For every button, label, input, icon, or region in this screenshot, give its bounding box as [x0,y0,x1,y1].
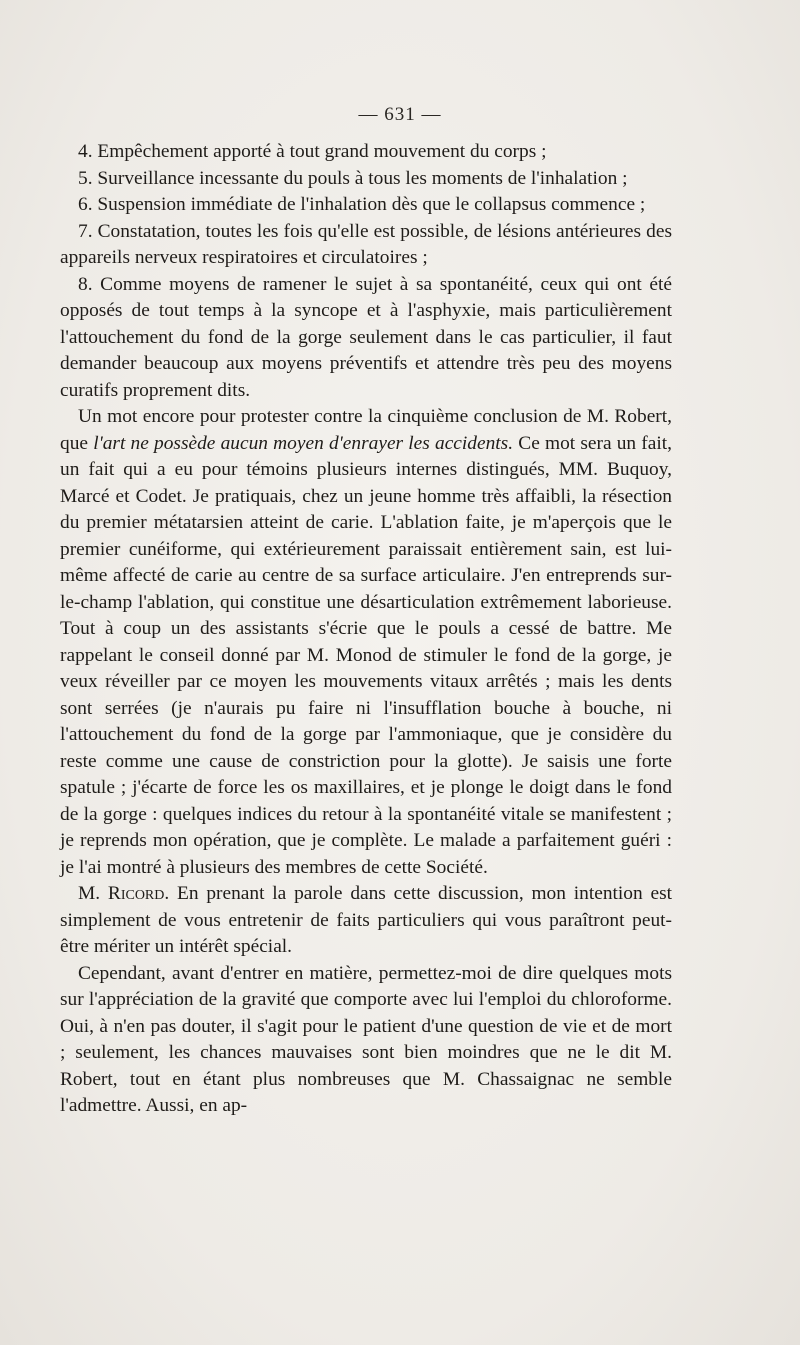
list-item-8: 8. Comme moyens de ramener le sujet à sa spontanéité, ceux qui ont été opposés de tout temps à la syncope et à l'asphyxie, mais particulièrement l'attouchement du fond de la gorge seulement dans le cas particulier, il faut demander beaucoup aux moyens préventifs et attendre très peu des moyens curatifs proprement dits. [60,273,672,401]
paragraph-protest [60,404,672,881]
list-item-7: 7. Constatation, toutes les fois qu'elle est possible, de lésions antérieures des appareils nerveux respiratoires et circulatoires ; [60,220,672,268]
speaker-name: M. Ricord. [78,883,170,904]
list-item-6: 6. Suspension immédiate de l'inhalation dès que le collapsus commence ; [78,194,646,215]
paragraph-ricord [60,881,672,961]
paragraph-cependant: Cependant, avant d'entrer en matière, permettez-moi de dire quelques mots sur l'appréciation de la gravité que comporte avec lui l'emploi du chloroforme. Oui, à n'en pas douter, il s'agit pour le patient d'une question de vie et de mort ; seulement, les chances mauvaises sont bien moindres que ne le dit M. Robert, tout en étant plus nombreuses que M. Chassaignac ne semble l'admettre. Aussi, en ap- [60,962,672,1116]
body-text [60,139,672,1120]
list-item-4: 4. Empêchement apporté à tout grand mouvement du corps ; [78,141,547,162]
list-item-5: 5. Surveillance incessante du pouls à tous les moments de l'inhalation ; [78,167,628,189]
protest-intro: Un mot encore pour protester contre la cinquième conclusion de M. Robert, que [60,406,672,454]
page-number: — 631 — [358,104,442,125]
robert-quote: l'art ne possède aucun moyen d'enrayer les accidents. [93,432,514,454]
protest-story: Ce mot sera un fait, un fait qui a eu pour témoins plusieurs internes distingués, MM. Buquoy, Marcé et Codet. Je pratiquais, chez un jeune homme très affaibli, la résection du premier métatarsien atteint de carie. L'ablation faite, je m'aperçois que le premier cunéiforme, qui extérieurement paraissait entièrement sain, est lui-même affecté de carie au centre de sa surface articulaire. J'en entreprends sur-le-champ l'ablation, qui constitue une désarticulation extrêmement laborieuse. Tout à coup un des assistants s'écrie que le pouls a cessé de battre. Me rappelant le conseil donné par M. Monod de stimuler le fond de la gorge, je veux réveiller par ce moyen les mouvements vitaux arrêtés ; mais les dents sont serrées (je n'aurais pu faire ni l'insufflation bouche à bouche, ni l'attouchement du fond de la gorge par l'ammoniaque, que je considère du reste comme une cause de constriction pour la glotte). Je saisis une forte spatule ; j'écarte de force les os maxillaires, et je plonge le doigt dans le fond de la gorge : quelques indices du retour à la spontanéité vitale se manifestent ; je reprends mon opération, que je complète. Le malade a parfaitement guéri : je l'ai montré à plusieurs des membres de cette Société. [60,432,672,878]
ricord-statement: En prenant la parole dans cette discussion, mon intention est simplement de vous entretenir de faits particuliers qui vous paraîtront peut-être mériter un intérêt spécial. [60,883,673,957]
